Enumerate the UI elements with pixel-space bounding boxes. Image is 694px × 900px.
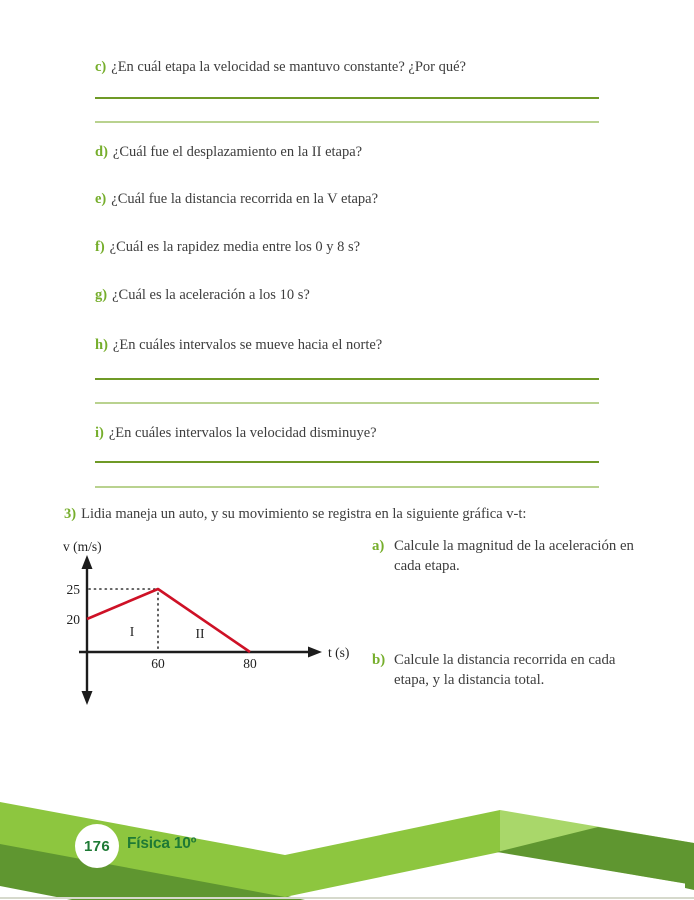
question-i-label: i) — [95, 425, 104, 441]
question-h — [95, 336, 620, 355]
page-number: 176 — [84, 837, 110, 855]
vt-graph — [30, 533, 380, 713]
answer-line — [95, 97, 599, 99]
y-axis-down-arrow-icon — [82, 691, 93, 705]
answer-line — [95, 402, 599, 404]
book-title: Física 10º — [127, 835, 197, 852]
footer-light-band-2 — [285, 810, 500, 897]
y-axis-up-arrow-icon — [82, 555, 93, 569]
question-g — [95, 286, 620, 305]
question-e — [95, 190, 620, 209]
y-axis-label: v (m/s) — [63, 539, 102, 554]
xtick-60: 60 — [151, 656, 165, 671]
question-f-text: ¿Cuál es la rapidez media entre los 0 y 8 s? — [109, 239, 361, 255]
part-a-label: a) — [372, 538, 385, 554]
answer-line — [95, 378, 599, 380]
answer-line — [95, 121, 599, 123]
question-i-text: ¿En cuáles intervalos la velocidad disminuye? — [108, 425, 377, 441]
velocity-line — [87, 589, 250, 652]
question-d — [95, 143, 620, 162]
question-h-label: h) — [95, 337, 108, 353]
question-h-text: ¿En cuáles intervalos se mueve hacia el norte? — [112, 337, 383, 353]
question-g-label: g) — [95, 287, 108, 303]
exercise3-text: Lidia maneja un auto, y su movimiento se registra en la siguiente gráfica v-t: — [81, 506, 527, 522]
question-d-label: d) — [95, 144, 108, 160]
footer — [0, 790, 694, 900]
region-label-II: II — [195, 626, 205, 641]
x-axis-arrow-icon — [308, 647, 322, 658]
question-e-text: ¿Cuál fue la distancia recorrida en la V etapa? — [111, 191, 379, 207]
part-b-text: Calcule la distancia recorrida en cada etapa, y la distancia total. — [394, 652, 616, 688]
question-c-label: c) — [95, 59, 107, 75]
question-f — [95, 238, 620, 257]
footer-baseline — [0, 897, 694, 899]
part-a-text: Calcule la magnitud de la aceleración en cada etapa. — [394, 538, 634, 574]
question-f-label: f) — [95, 239, 105, 255]
ytick-20: 20 — [66, 612, 80, 627]
answer-line — [95, 486, 599, 488]
part-b-label: b) — [372, 652, 386, 668]
region-label-I: I — [129, 624, 135, 639]
exercise3-part-b — [372, 650, 640, 690]
question-c — [95, 58, 620, 77]
question-i — [95, 424, 620, 443]
question-c-text: ¿En cuál etapa la velocidad se mantuvo constante? ¿Por qué? — [111, 59, 466, 75]
xtick-80: 80 — [243, 656, 257, 671]
exercise3-part-a — [372, 536, 640, 576]
footer-edge-strip — [685, 842, 694, 890]
question-e-label: e) — [95, 191, 107, 207]
ytick-25: 25 — [66, 582, 80, 597]
answer-line — [95, 461, 599, 463]
x-axis-label: t (s) — [328, 645, 350, 660]
exercise3-label: 3) — [64, 506, 77, 522]
exercise3-heading — [64, 506, 664, 523]
question-g-text: ¿Cuál es la aceleración a los 10 s? — [112, 287, 310, 303]
page-number-badge — [75, 824, 119, 868]
question-d-text: ¿Cuál fue el desplazamiento en la II etapa? — [112, 144, 363, 160]
